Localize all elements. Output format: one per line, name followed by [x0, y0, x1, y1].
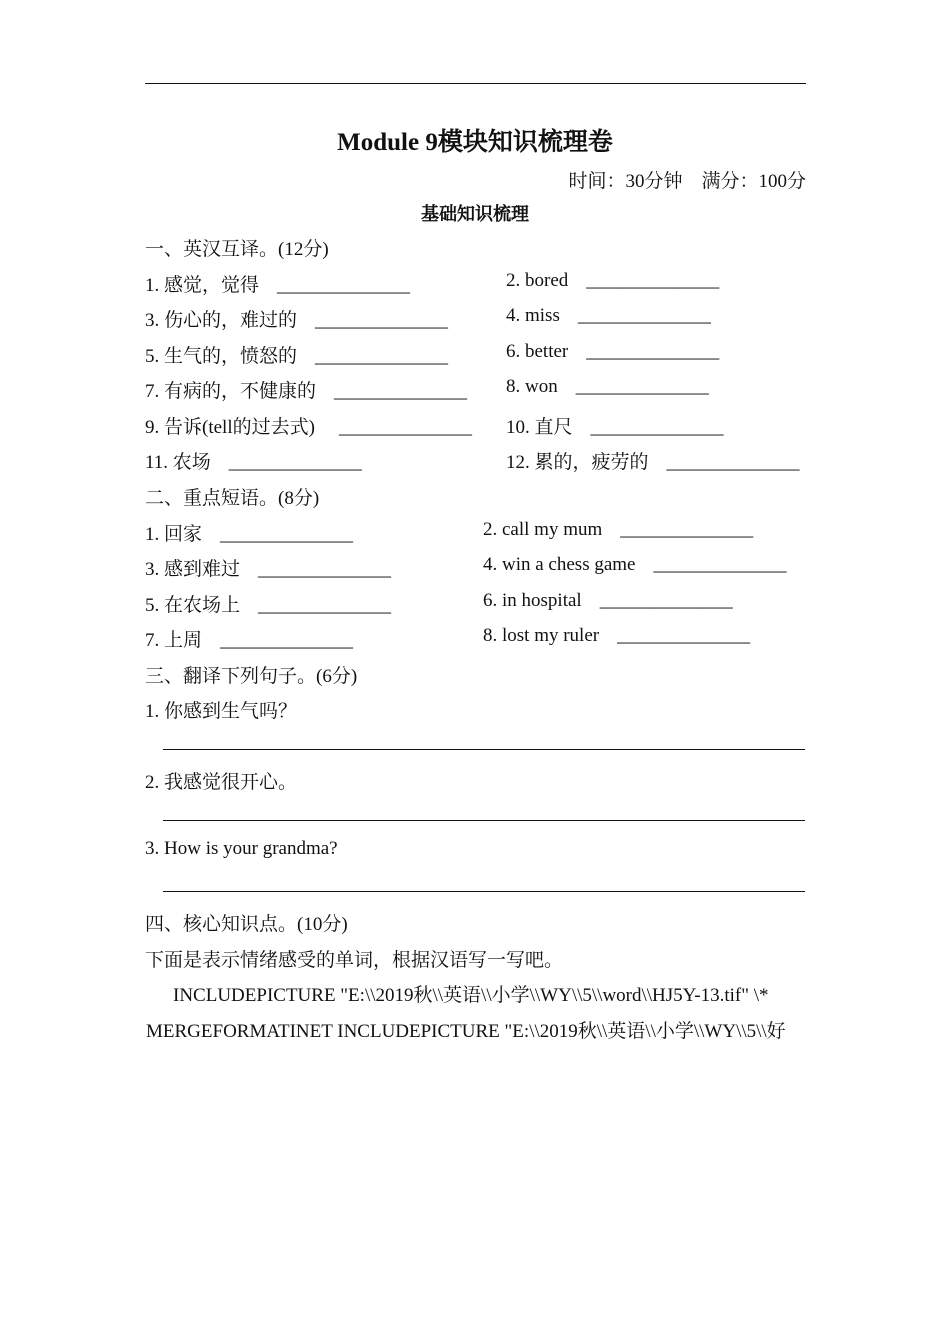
- s3-item-1: 1. 你感到生气吗？: [145, 701, 298, 722]
- s1-item-8: 8. won ______________: [506, 376, 709, 397]
- s1-item-5: 5. 生气的，愤怒的 ______________: [145, 346, 449, 367]
- s2-item-2: 2. call my mum ______________: [483, 519, 754, 540]
- field-code-line-2: MERGEFORMATINET INCLUDEPICTURE "E:\\2019秋\\英语\\小学\\WY\\5\\好: [146, 1021, 786, 1042]
- s2-item-5: 5. 在农场上 ______________: [145, 595, 392, 616]
- answer-blank[interactable]: ______________: [338, 417, 472, 438]
- answer-blank[interactable]: ______________: [315, 310, 449, 331]
- s2-item-8: 8. lost my ruler ______________: [483, 625, 751, 646]
- s3-item-3: 3. How is your grandma?: [145, 838, 338, 859]
- s1-item-10: 10. 直尺 ______________: [506, 417, 724, 438]
- s1-item-3: 3. 伤心的，难过的 ______________: [145, 310, 449, 331]
- answer-blank[interactable]: ______________: [586, 341, 720, 362]
- s2-item-1: 1. 回家 ______________: [145, 524, 354, 545]
- s1-item-6: 6. better ______________: [506, 341, 720, 362]
- section-subtitle: 基础知识梳理: [421, 204, 529, 224]
- answer-line-3[interactable]: [163, 891, 805, 892]
- s1-item-11: 11. 农场 ______________: [145, 452, 362, 473]
- s1-item-12: 12. 累的，疲劳的 ______________: [506, 452, 800, 473]
- answer-blank[interactable]: ______________: [575, 376, 709, 397]
- answer-blank[interactable]: ______________: [653, 554, 787, 575]
- s3-item-2: 2. 我感觉很开心。: [145, 772, 298, 793]
- answer-blank[interactable]: ______________: [258, 595, 392, 616]
- header-rule: [145, 83, 806, 84]
- section3-heading: 三、翻译下列句子。(6分): [145, 666, 358, 687]
- answer-blank[interactable]: ______________: [577, 305, 711, 326]
- field-code-line-1: INCLUDEPICTURE "E:\\2019秋\\英语\\小学\\WY\\5\\word\\HJ5Y-13.tif" \*: [173, 985, 769, 1006]
- answer-blank[interactable]: ______________: [586, 270, 720, 291]
- section2-heading: 二、重点短语。(8分): [145, 488, 320, 509]
- exam-meta: 时间：30分钟 满分：100分: [568, 171, 806, 192]
- answer-blank[interactable]: ______________: [315, 346, 449, 367]
- s1-item-1: 1. 感觉，觉得 ______________: [145, 275, 411, 296]
- s2-item-7: 7. 上周 ______________: [145, 630, 354, 651]
- answer-blank[interactable]: ______________: [277, 275, 411, 296]
- page-title: Module 9模块知识梳理卷: [337, 129, 613, 156]
- answer-blank[interactable]: ______________: [666, 452, 800, 473]
- section4-instruction: 下面是表示情绪感受的单词，根据汉语写一写吧。: [145, 950, 564, 971]
- s2-item-4: 4. win a chess game ______________: [483, 554, 787, 575]
- answer-line-1[interactable]: [163, 749, 805, 750]
- s2-item-6: 6. in hospital ______________: [483, 590, 733, 611]
- answer-blank[interactable]: ______________: [220, 524, 354, 545]
- section1-heading: 一、英汉互译。(12分): [145, 239, 329, 260]
- answer-blank[interactable]: ______________: [334, 381, 468, 402]
- answer-line-2[interactable]: [163, 820, 805, 821]
- s1-item-4: 4. miss ______________: [506, 305, 711, 326]
- section4-heading: 四、核心知识点。(10分): [145, 914, 348, 935]
- s1-item-7: 7. 有病的，不健康的 ______________: [145, 381, 468, 402]
- answer-blank[interactable]: ______________: [228, 452, 362, 473]
- s1-item-2: 2. bored ______________: [506, 270, 720, 291]
- s2-item-3: 3. 感到难过 ______________: [145, 559, 392, 580]
- answer-blank[interactable]: ______________: [620, 519, 754, 540]
- answer-blank[interactable]: ______________: [590, 417, 724, 438]
- answer-blank[interactable]: ______________: [617, 625, 751, 646]
- answer-blank[interactable]: ______________: [258, 559, 392, 580]
- answer-blank[interactable]: ______________: [599, 590, 733, 611]
- s1-item-9: 9. 告诉(tell的过去式) ______________: [145, 417, 472, 438]
- answer-blank[interactable]: ______________: [220, 630, 354, 651]
